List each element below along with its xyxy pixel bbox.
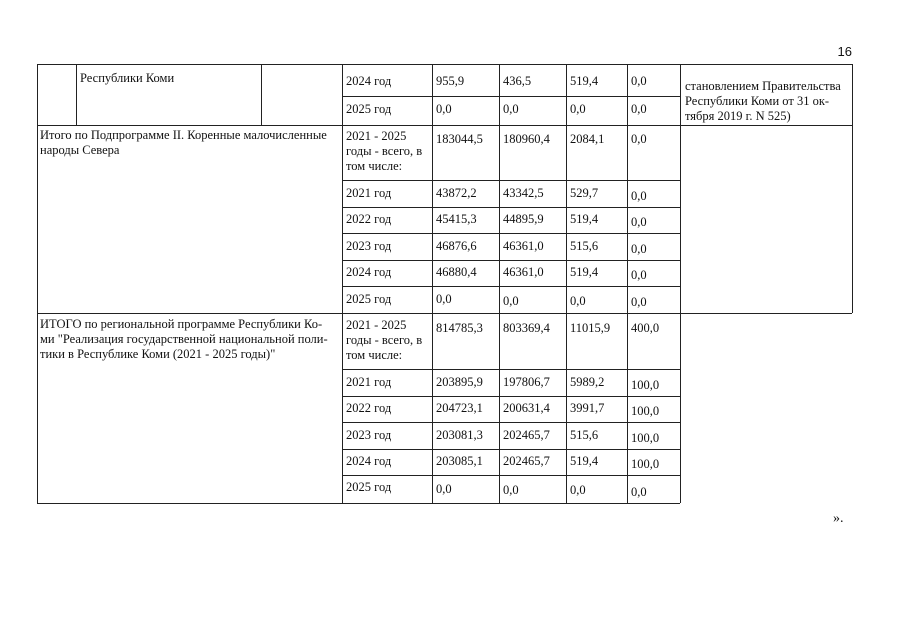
period-cell: 2024 год (346, 454, 392, 468)
value-cell: 0,0 (570, 483, 586, 497)
table-line (37, 125, 852, 126)
value-cell: 3991,7 (570, 401, 605, 415)
period-total-line: 2021 - 2025 (346, 129, 407, 143)
value-cell: 100,0 (631, 457, 660, 471)
value-cell: 0,0 (631, 295, 647, 309)
program-total-label-line: ИТОГО по региональной программе Республики Ко- (40, 317, 323, 331)
program-total-label-line: ми "Реализация государственной национальной поли- (40, 332, 328, 346)
page-number: 16 (837, 44, 852, 59)
table-line (37, 503, 680, 504)
total-cell: 0,0 (436, 292, 452, 306)
value-cell: 0,0 (631, 189, 647, 203)
value-cell: 519,4 (570, 74, 599, 88)
table-line (342, 422, 680, 423)
table-line (342, 369, 680, 370)
program-total-label-line: тики в Республике Коми (2021 - 2025 годы)" (40, 347, 276, 361)
table-line (37, 313, 852, 314)
value-cell: 100,0 (631, 404, 660, 418)
value-cell: 0,0 (570, 294, 586, 308)
table-line (261, 64, 262, 125)
value-cell: 202465,7 (503, 428, 550, 442)
table-line (680, 64, 681, 503)
period-cell: 2021 год (346, 375, 392, 389)
value-cell: 0,0 (631, 215, 647, 229)
total-cell: 45415,3 (436, 212, 477, 226)
note-line: тября 2019 г. N 525) (685, 109, 791, 123)
value-cell: 0,0 (631, 74, 647, 88)
table-line (342, 396, 680, 397)
table-line (342, 286, 680, 287)
value-cell: 5989,2 (570, 375, 605, 389)
total-cell: 46876,6 (436, 239, 477, 253)
period-total-line: том числе: (346, 348, 403, 362)
table-line (627, 64, 628, 503)
value-cell: 519,4 (570, 212, 599, 226)
total-cell: 0,0 (436, 482, 452, 496)
period-total-line: том числе: (346, 159, 403, 173)
period-cell: 2022 год (346, 212, 392, 226)
table-line (342, 233, 680, 234)
period-cell: 2024 год (346, 265, 392, 279)
table-line (342, 64, 343, 503)
value-cell: 529,7 (570, 186, 599, 200)
period-total-line: годы - всего, в (346, 333, 423, 347)
table-line (852, 64, 853, 313)
period-total-line: 2021 - 2025 (346, 318, 407, 332)
total-cell: 204723,1 (436, 401, 483, 415)
value-cell: 515,6 (570, 428, 599, 442)
period-total-line: годы - всего, в (346, 144, 423, 158)
value-cell: 100,0 (631, 431, 660, 445)
total-cell: 814785,3 (436, 321, 483, 335)
table-line (566, 64, 567, 503)
total-cell: 46880,4 (436, 265, 477, 279)
value-cell: 44895,9 (503, 212, 544, 226)
value-cell: 0,0 (631, 242, 647, 256)
value-cell: 202465,7 (503, 454, 550, 468)
closing-quote-mark: ». (833, 511, 844, 526)
period-cell: 2023 год (346, 239, 392, 253)
value-cell: 11015,9 (570, 321, 611, 335)
table-line (342, 475, 680, 476)
program-label: Республики Коми (80, 71, 175, 85)
value-cell: 0,0 (570, 102, 586, 116)
period-cell: 2024 год (346, 74, 392, 88)
subprogram-total-label: Итого по Подпрограмме II. Коренные малочисленные народы Севера (40, 128, 327, 157)
period-cell: 2025 год (346, 102, 392, 116)
value-cell: 515,6 (570, 239, 599, 253)
table-line (342, 180, 680, 181)
period-cell: 2021 год (346, 186, 392, 200)
table-line (342, 207, 680, 208)
value-cell: 197806,7 (503, 375, 550, 389)
value-cell: 436,5 (503, 74, 532, 88)
value-cell: 519,4 (570, 265, 599, 279)
value-cell: 803369,4 (503, 321, 550, 335)
period-cell: 2025 год (346, 292, 392, 306)
table-line (342, 96, 680, 97)
table-line (432, 64, 433, 503)
table-line (37, 64, 852, 65)
note-line: Республики Коми от 31 ок- (685, 94, 830, 108)
value-cell: 519,4 (570, 454, 599, 468)
period-cell: 2022 год (346, 401, 392, 415)
value-cell: 0,0 (631, 485, 647, 499)
table-line (499, 64, 500, 503)
total-cell: 203081,3 (436, 428, 483, 442)
note-line: становлением Правительства (685, 79, 841, 93)
table-line (342, 260, 680, 261)
value-cell: 0,0 (631, 268, 647, 282)
value-cell: 100,0 (631, 378, 660, 392)
total-cell: 203085,1 (436, 454, 483, 468)
table-line (76, 64, 77, 125)
value-cell: 46361,0 (503, 265, 544, 279)
value-cell: 200631,4 (503, 401, 550, 415)
value-cell: 0,0 (631, 102, 647, 116)
total-cell: 183044,5 (436, 132, 483, 146)
value-cell: 400,0 (631, 321, 660, 335)
total-cell: 43872,2 (436, 186, 477, 200)
value-cell: 2084,1 (570, 132, 605, 146)
total-cell: 0,0 (436, 102, 452, 116)
total-cell: 955,9 (436, 74, 465, 88)
total-cell: 203895,9 (436, 375, 483, 389)
period-cell: 2025 год (346, 480, 392, 494)
value-cell: 0,0 (503, 294, 519, 308)
table-line (342, 449, 680, 450)
table-line (37, 64, 38, 503)
value-cell: 180960,4 (503, 132, 550, 146)
value-cell: 0,0 (631, 132, 647, 146)
value-cell: 0,0 (503, 483, 519, 497)
value-cell: 46361,0 (503, 239, 544, 253)
value-cell: 0,0 (503, 102, 519, 116)
period-cell: 2023 год (346, 428, 392, 442)
value-cell: 43342,5 (503, 186, 544, 200)
